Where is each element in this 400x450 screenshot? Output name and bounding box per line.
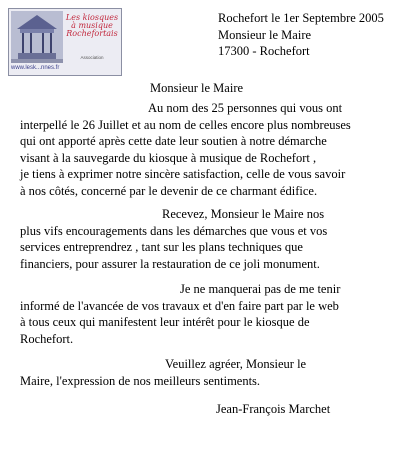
paragraph-line: Au nom des 25 personnes qui vous ont <box>148 101 343 115</box>
paragraph-line: Recevez, Monsieur le Maire nos <box>162 207 325 221</box>
paragraph-line: financiers, pour assurer la restauration de ce joli monument. <box>20 256 320 271</box>
recipient-name: Monsieur le Maire <box>218 28 312 42</box>
recipient-city: 17300 - Rochefort <box>218 44 310 58</box>
paragraph-line: à nos côtés, concerné par le devenir de ce charmant édifice. <box>20 183 318 198</box>
paragraph-line: plus vifs encouragements dans les démarches que vous et vos <box>20 223 328 238</box>
signature: Jean-François Marchet <box>216 402 331 416</box>
logo-subtitle: Association <box>80 55 104 60</box>
paragraph-line: services entreprendrez , tant sur les plans techniques que <box>20 240 303 254</box>
paragraph-line: à tous ceux qui manifestent leur intérêt pour le kiosque de <box>20 315 310 329</box>
paragraph-3 <box>20 281 350 347</box>
paragraph-line: informé de l'avancée de vos travaux et d'en faire part par le web <box>20 298 339 313</box>
paragraph-1 <box>20 100 350 199</box>
letter-date: Rochefort le 1er Septembre 2005 <box>218 11 384 25</box>
logo-url[interactable]: www.lesk...nnes.fr <box>11 65 60 71</box>
paragraph-line: Maire, l'expression de nos meilleurs sentiments. <box>20 373 261 388</box>
paragraph-line: interpellé le 26 Juillet et au nom de celles encore plus nombreuses <box>20 117 351 132</box>
kiosk-icon <box>11 11 63 63</box>
paragraph-line: visant à la sauvegarde du kiosque à musique de Rochefort , <box>20 150 317 165</box>
paragraph-line: Rochefort. <box>20 331 74 346</box>
salutation: Monsieur le Maire <box>150 81 244 95</box>
paragraph-4 <box>20 356 350 389</box>
logo-title: Les kiosques à musique Rochefortais <box>65 13 119 38</box>
association-logo <box>8 8 122 76</box>
paragraph-line: Veuillez agréer, Monsieur le <box>165 357 307 371</box>
paragraph-line: je tiens à exprimer notre sincère satisfaction, celle de vous savoir <box>20 167 346 181</box>
paragraph-line: qui ont apporté après cette date leur soutien à notre démarche <box>20 134 327 148</box>
paragraph-line: Je ne manquerai pas de me tenir <box>180 282 341 296</box>
paragraph-2 <box>20 206 350 272</box>
